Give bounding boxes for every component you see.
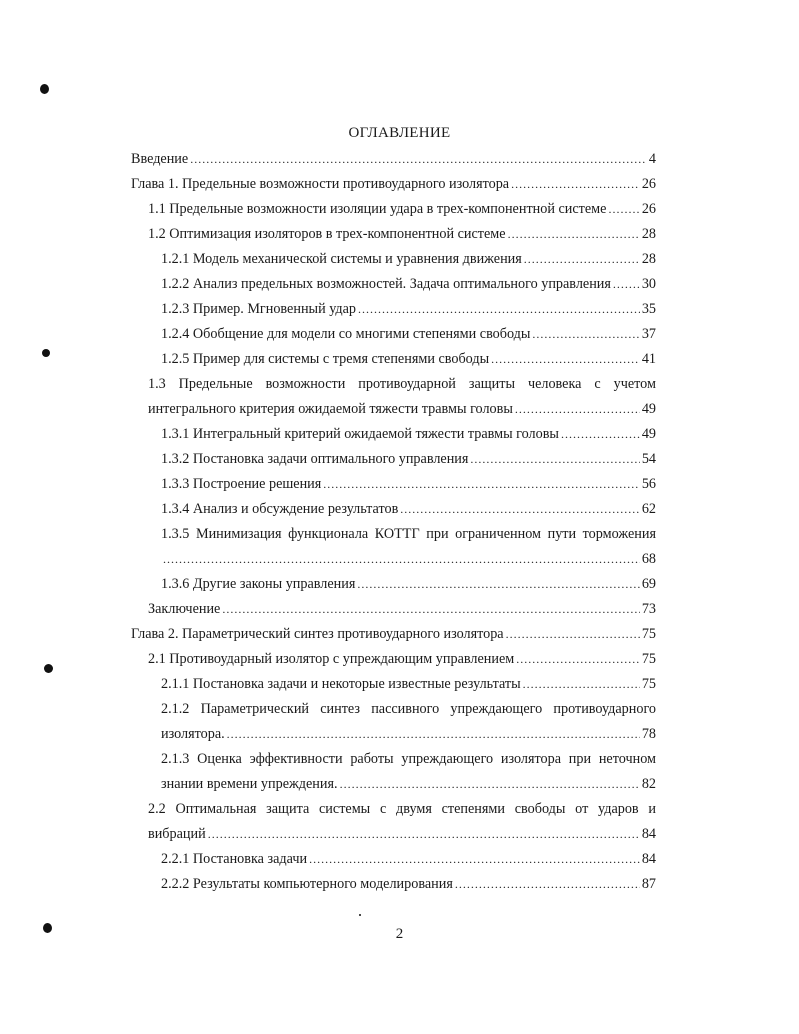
toc-entry-page: 73 xyxy=(641,601,656,617)
leader-dots xyxy=(470,450,639,468)
page-number: 2 xyxy=(395,926,404,942)
toc-entry-page: 28 xyxy=(641,226,656,242)
toc-entry-1-3[interactable] xyxy=(148,400,656,418)
scan-speck xyxy=(40,84,49,94)
leader-dots xyxy=(523,675,640,693)
toc-entry-intro[interactable] xyxy=(131,150,656,168)
toc-entry-label: 2.1.1 Постановка задачи и некоторые известные результаты xyxy=(161,676,521,692)
toc-entry-page: 84 xyxy=(641,851,656,867)
toc-entry-page: 78 xyxy=(641,726,656,742)
scan-speck xyxy=(44,664,53,673)
toc-entry-1-3-6[interactable] xyxy=(161,575,656,593)
toc-entry-page: 75 xyxy=(641,626,656,642)
leader-dots xyxy=(561,425,640,443)
toc-entry-1-2-1[interactable] xyxy=(161,250,656,268)
leader-dots xyxy=(358,300,640,318)
toc-entry-page: 26 xyxy=(641,176,656,192)
toc-entry-page: 37 xyxy=(641,326,656,342)
toc-entry-page: 49 xyxy=(641,401,656,417)
leader-dots xyxy=(491,350,640,368)
toc-entry-label: 1.3.2 Постановка задачи оптимального управления xyxy=(161,451,469,467)
toc-entry-page: 69 xyxy=(641,576,656,592)
leader-dots xyxy=(357,575,639,593)
toc-entry-page: 28 xyxy=(641,251,656,267)
toc-entry-page: 75 xyxy=(641,676,656,692)
toc-entry-page: 41 xyxy=(641,351,656,367)
toc-entry-1-3-5-line1[interactable]: 1.3.5 Минимизация функционала КОТТГ при ограниченном пути торможения xyxy=(161,526,656,542)
leader-dots xyxy=(532,325,639,343)
toc-entry-chapter-2[interactable] xyxy=(131,625,656,643)
toc-entry-2-2-2[interactable] xyxy=(161,875,656,893)
toc-entry-label: Введение xyxy=(131,151,189,167)
toc-entry-1-3-2[interactable] xyxy=(161,450,656,468)
toc-entry-page: 82 xyxy=(641,776,656,792)
leader-dots xyxy=(524,250,640,268)
scan-speck xyxy=(359,914,361,916)
toc-entry-1-3-1[interactable] xyxy=(161,425,656,443)
leader-dots xyxy=(227,725,640,743)
leader-dots xyxy=(400,500,640,518)
toc-entry-label: 1.2.5 Пример для системы с тремя степенями свободы xyxy=(161,351,490,367)
toc-entry-1-2-3[interactable] xyxy=(161,300,656,318)
toc-entry-label: 2.2.2 Результаты компьютерного моделирования xyxy=(161,876,453,892)
toc-entry-conclusion[interactable] xyxy=(148,600,656,618)
toc-entry-2-2-line1[interactable]: 2.2 Оптимальная защита системы с двумя степенями свободы от ударов и xyxy=(148,801,656,817)
leader-dots xyxy=(508,225,640,243)
toc-entry-page: 30 xyxy=(641,276,656,292)
leader-dots xyxy=(208,825,640,843)
toc-entry-page: 62 xyxy=(641,501,656,517)
toc-entry-label: Глава 2. Параметрический синтез противоударного изолятора xyxy=(131,626,504,642)
toc-entry-1-3-4[interactable] xyxy=(161,500,656,518)
leader-dots xyxy=(163,550,640,568)
scan-speck xyxy=(42,349,50,357)
toc-entry-2-1-3[interactable] xyxy=(161,775,656,793)
toc-entry-1-2-5[interactable] xyxy=(161,350,656,368)
leader-dots xyxy=(515,400,640,418)
toc-entry-2-1-1[interactable] xyxy=(161,675,656,693)
leader-dots xyxy=(340,775,640,793)
page-title: ОГЛАВЛЕНИЕ xyxy=(348,125,451,141)
toc-entry-label: 1.1 Предельные возможности изоляции удара в трех-компонентной системе xyxy=(148,201,607,217)
toc-entry-label: Заключение xyxy=(148,601,221,617)
toc-entry-2-2[interactable] xyxy=(148,825,656,843)
toc-entry-label: 1.3.1 Интегральный критерий ожидаемой тяжести травмы головы xyxy=(161,426,559,442)
toc-entry-label: вибраций xyxy=(148,826,206,842)
toc-entry-1-3-5[interactable] xyxy=(161,550,656,568)
toc-entry-page: 54 xyxy=(641,451,656,467)
toc-entry-label: 1.2 Оптимизация изоляторов в трех-компонентной системе xyxy=(148,226,506,242)
toc-entry-label: 1.3.4 Анализ и обсуждение результатов xyxy=(161,501,399,517)
toc-entry-page: 49 xyxy=(641,426,656,442)
toc-entry-1-1[interactable] xyxy=(148,200,656,218)
leader-dots xyxy=(613,275,640,293)
toc-entry-1-3-line1[interactable]: 1.3 Предельные возможности противоударной защиты человека с учетом xyxy=(148,376,656,392)
toc-entry-page: 26 xyxy=(641,201,656,217)
leader-dots xyxy=(506,625,640,643)
leader-dots xyxy=(222,600,639,618)
toc-entry-1-2[interactable] xyxy=(148,225,656,243)
leader-dots xyxy=(608,200,639,218)
toc-entry-page: 4 xyxy=(648,151,656,167)
toc-entry-2-1-3-line1[interactable]: 2.1.3 Оценка эффективности работы упреждающего изолятора при неточном xyxy=(161,751,656,767)
leader-dots xyxy=(323,475,640,493)
toc-entry-2-1[interactable] xyxy=(148,650,656,668)
scan-speck xyxy=(43,923,52,933)
toc-entry-page: 56 xyxy=(641,476,656,492)
toc-entry-label: 1.3.6 Другие законы управления xyxy=(161,576,356,592)
leader-dots xyxy=(309,850,640,868)
toc-entry-label: интегрального критерия ожидаемой тяжести травмы головы xyxy=(148,401,513,417)
toc-entry-label: Глава 1. Предельные возможности противоударного изолятора xyxy=(131,176,510,192)
toc-entry-1-2-4[interactable] xyxy=(161,325,656,343)
leader-dots xyxy=(190,150,647,168)
toc-entry-label: знании времени упреждения. xyxy=(161,776,338,792)
toc-entry-label: 2.1 Противоударный изолятор с упреждающим управлением xyxy=(148,651,515,667)
toc-entry-label: 2.2.1 Постановка задачи xyxy=(161,851,308,867)
toc-entry-2-2-1[interactable] xyxy=(161,850,656,868)
toc-entry-1-3-3[interactable] xyxy=(161,475,656,493)
toc-entry-label: 1.2.3 Пример. Мгновенный удар xyxy=(161,301,357,317)
toc-entry-label: 1.2.2 Анализ предельных возможностей. Задача оптимального управления xyxy=(161,276,611,292)
leader-dots xyxy=(455,875,640,893)
leader-dots xyxy=(516,650,640,668)
toc-entry-page: 68 xyxy=(641,551,656,567)
toc-entry-page: 87 xyxy=(641,876,656,892)
toc-entry-page: 84 xyxy=(641,826,656,842)
toc-entry-page: 35 xyxy=(641,301,656,317)
leader-dots xyxy=(511,175,640,193)
toc-entry-1-2-2[interactable] xyxy=(161,275,656,293)
toc-entry-chapter-1[interactable] xyxy=(131,175,656,193)
toc-entry-label: 1.3.3 Построение решения xyxy=(161,476,322,492)
toc-entry-page: 75 xyxy=(641,651,656,667)
toc-entry-label: 1.2.1 Модель механической системы и уравнения движения xyxy=(161,251,522,267)
toc-entry-2-1-2[interactable] xyxy=(161,725,656,743)
toc-entry-label: 1.2.4 Обобщение для модели со многими степенями свободы xyxy=(161,326,531,342)
toc-entry-2-1-2-line1[interactable]: 2.1.2 Параметрический синтез пассивного упреждающего противоударного xyxy=(161,701,656,717)
toc-entry-label: изолятора. xyxy=(161,726,225,742)
